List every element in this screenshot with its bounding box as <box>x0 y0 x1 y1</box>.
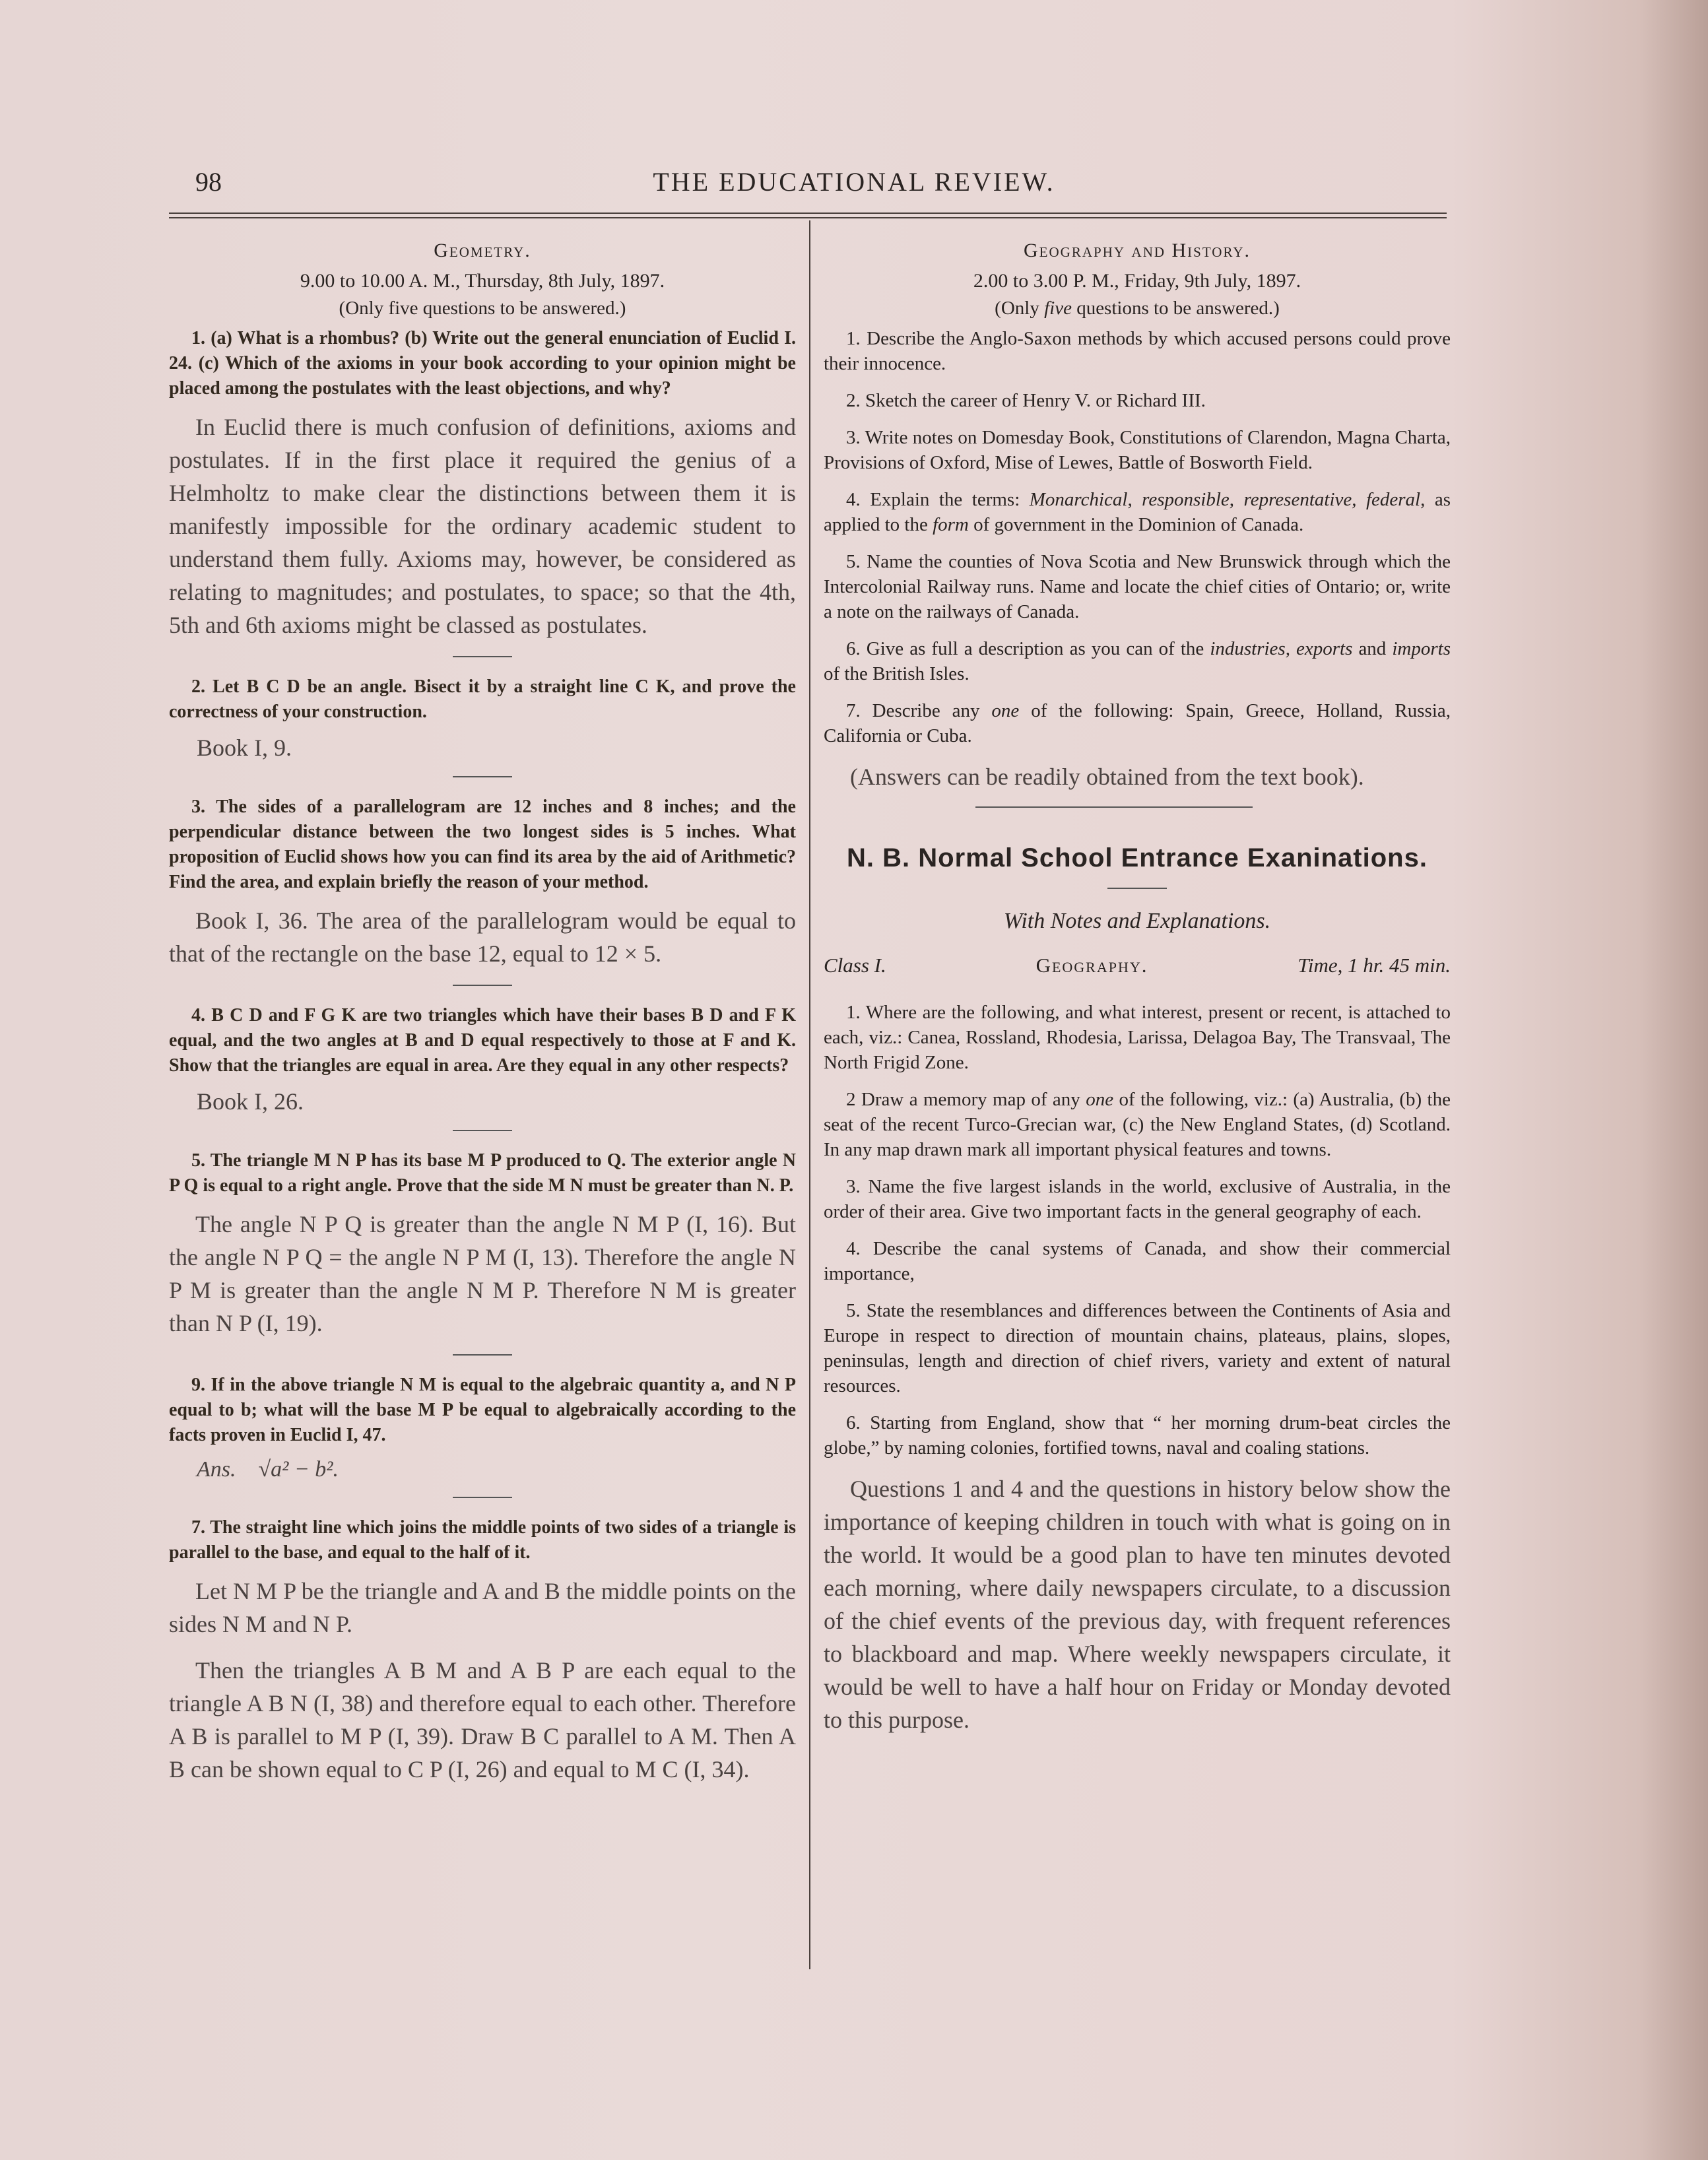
history-question-3: 3. Write notes on Domesday Book, Constitutions of Clarendon, Magna Charta, Provisions of Oxford, Mise of Lewes, Battle of Bosworth Field. <box>824 427 1451 473</box>
geometry-note: (Only five questions to be answered.) <box>339 298 626 319</box>
geography-question-6: 6. Starting from England, show that “ her morning drum-beat circles the globe,” by naming colonies, fortified towns, naval and coaling stations. <box>824 1412 1451 1458</box>
q6-text-post: of the British Isles. <box>824 663 969 684</box>
answer-5: The angle N P Q is greater than the angle N M P (I, 16). But the angle N P Q = the angle N P M (I, 13). Therefore the angle N P M is greater than the angle N M P. Therefore N M is greater than N P (I, 19). <box>169 1211 796 1336</box>
geography-title: Geography and History. <box>1024 240 1251 261</box>
note-post: questions to be answered.) <box>1071 298 1280 319</box>
answer-6-label: Ans. <box>197 1457 236 1482</box>
divider <box>453 776 512 777</box>
nb-heading: N. B. Normal School Entrance Exaninations. <box>847 843 1428 872</box>
history-question-4 <box>824 487 1451 537</box>
q6-text: 6. Give as full a description as you can of the <box>846 638 1210 659</box>
section-rule <box>975 806 1253 808</box>
answers-note: (Answers can be readily obtained from the text book). <box>850 764 1364 790</box>
note-emphasis: five <box>1044 298 1072 319</box>
history-question-6 <box>824 636 1451 686</box>
question-6: 9. If in the above triangle N M is equal to the algebraic quantity a, and N P equal to b; what will the base M P be equal to algebraically according to the facts proven in Euclid I, 47. <box>169 1375 796 1445</box>
answer-1: In Euclid there is much confusion of definitions, axioms and postulates. If in the first place it required the genius of a Helmholtz to make clear the distinctions between them it is manifestly impossible for the ordinary academic student to understand them fully. Axioms may, however, be considered as relating to magnitudes; and postulates, to space; so that the 4th, 5th and 6th axioms might be classed as postulates. <box>169 414 796 638</box>
answer-3: Book I, 36. The area of the parallelogram would be equal to that of the rectangle on the base 12, equal to 12 × 5. <box>169 907 796 967</box>
answer-7b: Then the triangles A B M and A B P are each equal to the triangle A B N (I, 38) and therefore equal to each other. Therefore A B is parallel to M P (I, 39). Draw B C parallel to A M. Then A B can be shown equal to C P (I, 26) and equal to M C (I, 34). <box>169 1657 796 1783</box>
q6-emphasis-2: imports <box>1392 638 1451 659</box>
answer-4: Book I, 26. <box>197 1088 304 1115</box>
q7-text-post: of the following: Spain, Greece, Holland, Russia, California or Cuba. <box>824 700 1451 746</box>
answer-6 <box>197 1457 796 1482</box>
history-question-7 <box>824 698 1451 748</box>
column-divider <box>809 220 810 1969</box>
q7-emphasis: one <box>991 700 1020 721</box>
nb-subheading: With Notes and Explanations. <box>1003 909 1271 933</box>
geography-note <box>824 298 1451 319</box>
divider <box>453 985 512 986</box>
history-question-2: 2. Sketch the career of Henry V. or Richard III. <box>846 390 1206 411</box>
running-head <box>0 166 1708 206</box>
class-label: Class I. <box>824 954 886 977</box>
divider <box>453 1354 512 1356</box>
page-number: 98 <box>195 167 222 197</box>
right-column <box>824 234 1451 1750</box>
history-question-5: 5. Name the counties of Nova Scotia and New Brunswick through which the Intercolonial Railway runs. Name and locate the chief cities of Ontario; or, write a note on the railways of Canada. <box>824 551 1451 622</box>
question-2: 2. Let B C D be an angle. Bisect it by a straight line C K, and prove the correctness of your construction. <box>169 676 796 722</box>
geography-question-1: 1. Where are the following, and what interest, present or recent, is attached to each, viz.: Canea, Rossland, Rhodesia, Larissa, Delagoa Bay, The Transvaal, The North Frigid Zone. <box>824 1002 1451 1073</box>
q4-emphasis-2: form <box>933 514 969 535</box>
divider <box>453 656 512 657</box>
answer-2: Book I, 9. <box>197 735 292 761</box>
q4-text-mid: as applied to the <box>824 489 1451 535</box>
journal-title: THE EDUCATIONAL REVIEW. <box>653 167 1055 197</box>
class-time: Time, 1 hr. 45 min. <box>1297 954 1451 977</box>
divider <box>1107 888 1167 889</box>
answer-6-value: √a² − b². <box>258 1457 339 1482</box>
geometry-title: Geometry. <box>434 240 531 261</box>
class-subject: Geography. <box>1035 954 1148 977</box>
q4-text: 4. Explain the terms: <box>846 489 1030 510</box>
q4-text-post: of government in the Dominion of Canada. <box>968 514 1304 535</box>
question-5: 5. The triangle M N P has its base M P produced to Q. The exterior angle N P Q is equal to a right angle. Prove that the side M N must be greater than N. P. <box>169 1150 796 1196</box>
geography-question-2 <box>824 1087 1451 1162</box>
history-question-1: 1. Describe the Anglo-Saxon methods by which accused persons could prove their innocence. <box>824 328 1451 374</box>
question-1: 1. (a) What is a rhombus? (b) Write out the general enunciation of Euclid I. 24. (c) Which of the axioms in your book according to your opinion might be placed among the postulates with the least objections, and why? <box>169 328 796 399</box>
divider <box>453 1497 512 1498</box>
g2-emphasis: one <box>1086 1089 1114 1110</box>
g2-text-post: of the following, viz.: (a) Australia, (b) the seat of the recent Turco-Grecian war, (c) the New England States, (d) Scotland. In any map drawn mark all important physical features and towns. <box>824 1089 1451 1160</box>
note-pre: (Only <box>995 298 1045 319</box>
question-3: 3. The sides of a parallelogram are 12 inches and 8 inches; and the perpendicular distance between the two longest sides is 5 inches. What proposition of Euclid shows how you can find its area by the aid of Arithmetic? Find the area, and explain briefly the reason of your method. <box>169 797 796 892</box>
closing-paragraph: Questions 1 and 4 and the questions in history below show the importance of keeping children in touch with what is going on in the world. It would be a good plan to have ten minutes devoted each morning, where daily newspapers circulate, to a discussion of the chief events of the previous day, with frequent references to blackboard and map. Where weekly newspapers circulate, it would be well to have a half hour on Friday or Monday devoted to this purpose. <box>824 1476 1451 1733</box>
divider <box>453 1130 512 1131</box>
geography-question-5: 5. State the resemblances and differences between the Continents of Asia and Europe in respect to direction of mountain chains, plateaus, plains, slopes, peninsulas, length and direction of chief rivers, variety and extent of natural resources. <box>824 1300 1451 1396</box>
q6-emphasis: industries, exports <box>1210 638 1353 659</box>
q4-emphasis: Monarchical, responsible, representative, federal, <box>1029 489 1426 510</box>
geography-date: 2.00 to 3.00 P. M., Friday, 9th July, 1897. <box>973 270 1301 292</box>
question-7: 7. The straight line which joins the middle points of two sides of a triangle is parallel to the base, and equal to the half of it. <box>169 1517 796 1563</box>
g2-text: 2 Draw a memory map of any <box>846 1089 1086 1110</box>
geography-question-3: 3. Name the five largest islands in the world, exclusive of Australia, in the order of their area. Give two important facts in the general geography of each. <box>824 1176 1451 1222</box>
geography-question-4: 4. Describe the canal systems of Canada, and show their commercial importance, <box>824 1238 1451 1284</box>
header-rule <box>169 213 1447 218</box>
class-line <box>824 954 1451 977</box>
answer-7a: Let N M P be the triangle and A and B the middle points on the sides N M and N P. <box>169 1578 796 1637</box>
q7-text: 7. Describe any <box>846 700 992 721</box>
question-4: 4. B C D and F G K are two triangles which have their bases B D and F K equal, and the two angles at B and D equal respectively to those at F and K. Show that the triangles are equal in area. Are they equal in any other respects? <box>169 1005 796 1076</box>
q6-text-mid: and <box>1352 638 1393 659</box>
geometry-date: 9.00 to 10.00 A. M., Thursday, 8th July, 1897. <box>300 270 665 292</box>
left-column <box>169 234 796 1799</box>
